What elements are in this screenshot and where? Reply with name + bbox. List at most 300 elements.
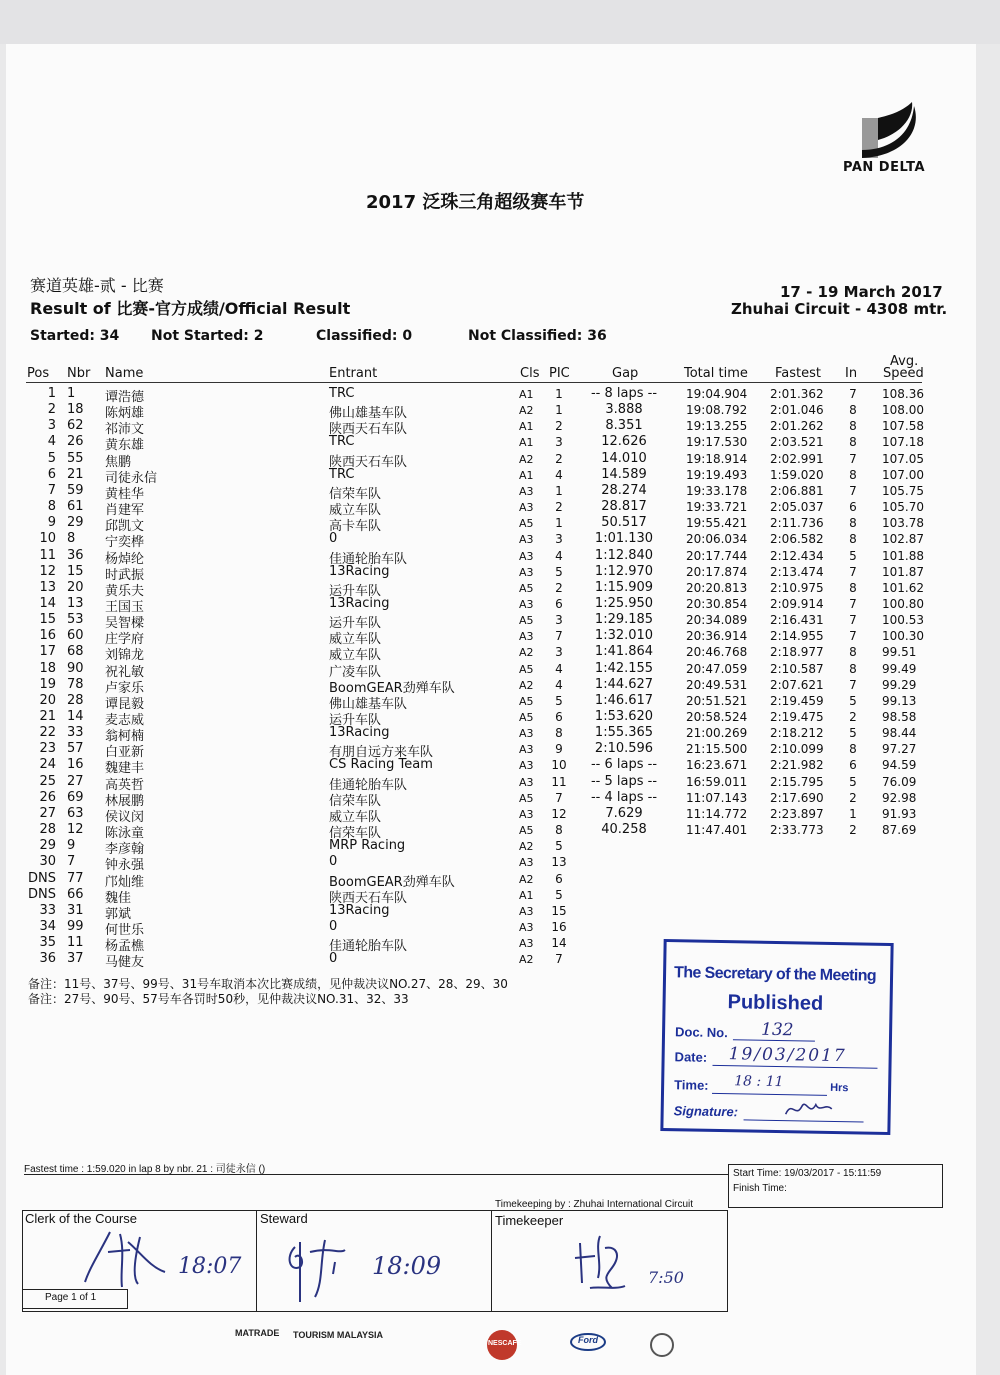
cell-fastest: 2:06.881 [770, 483, 824, 498]
cell-cls: A3 [519, 727, 534, 741]
cell-nbr: 13 [67, 595, 84, 611]
cell-cls: A1 [519, 420, 534, 434]
start-time: Start Time: 19/03/2017 - 15:11:59 [733, 1168, 882, 1179]
cell-pic: 4 [555, 677, 563, 692]
cell-total: 20:36.914 [686, 629, 748, 644]
table-row [0, 402, 1000, 422]
cell-entrant: BoomGEAR劲殚车队 [329, 680, 455, 696]
cell-name: 祝礼敏 [105, 664, 145, 680]
cell-in: 7 [849, 483, 857, 498]
table-row [0, 773, 1000, 793]
cell-pos: 34 [39, 918, 56, 934]
timekeeping-by: Timekeeping by : Zhuhai International Circuit [495, 1199, 694, 1210]
cell-name: 卢家乐 [105, 680, 145, 696]
table-row [0, 644, 1000, 664]
cell-pic: 3 [555, 435, 563, 450]
cell-entrant: 运升车队 [329, 713, 382, 728]
cell-pic: 5 [555, 693, 563, 708]
cell-name: 侯议闵 [105, 809, 145, 825]
sponsor-matrade: MATRADE [235, 1328, 280, 1338]
cell-pos: 35 [39, 935, 56, 951]
cell-total: 16:59.011 [686, 774, 748, 789]
cell-entrant: 高卡车队 [329, 519, 382, 535]
secretary-stamp [660, 939, 893, 1135]
cell-in: 8 [849, 532, 857, 547]
cell-pic: 7 [555, 790, 563, 805]
cell-fastest: 2:05.037 [770, 500, 824, 515]
cell-name: 麦志威 [105, 713, 145, 728]
table-row [0, 709, 1000, 728]
cell-gap: -- 5 laps -- [590, 773, 658, 789]
cell-entrant: TRC [329, 386, 355, 401]
cell-cls: A5 [519, 614, 534, 628]
cell-speed: 107.18 [882, 435, 924, 450]
cell-pic: 7 [555, 952, 563, 967]
cell-pos: 10 [39, 531, 56, 547]
cell-total: 20:47.059 [686, 661, 748, 676]
sponsor-nescafe: NESCAFE [488, 1340, 522, 1347]
cell-speed: 108.36 [882, 387, 924, 401]
cell-pic: 3 [555, 613, 563, 628]
timekeeper-label: Timekeeper [495, 1213, 564, 1228]
cell-entrant: BoomGEAR劲殚车队 [329, 874, 455, 890]
table-row [0, 579, 1000, 599]
cell-speed: 105.70 [882, 500, 924, 515]
table-row [0, 902, 1000, 922]
header-divider [26, 382, 922, 383]
cell-fastest: 2:02.991 [770, 451, 824, 466]
cell-entrant: 威立车队 [329, 648, 382, 664]
cell-speed: 94.59 [882, 758, 917, 773]
cell-cls: A5 [519, 581, 534, 595]
cell-speed: 76.09 [882, 774, 917, 789]
cell-name: 白亚新 [105, 745, 145, 761]
cell-pos: 16 [39, 628, 56, 644]
cell-in: 1 [849, 806, 857, 821]
cell-name: 宁奕桦 [105, 535, 145, 551]
table-row [0, 612, 1000, 632]
cell-cls: A5 [519, 791, 534, 805]
cell-speed: 101.88 [882, 548, 924, 563]
cell-fastest: 2:23.897 [770, 806, 824, 821]
cell-in: 8 [849, 467, 857, 482]
cell-fastest: 2:10.587 [770, 661, 824, 676]
cell-pos: 33 [39, 902, 56, 918]
cell-cls: A2 [519, 452, 534, 466]
cell-pos: 4 [47, 434, 56, 450]
cell-speed: 100.80 [882, 596, 924, 611]
stamp-time-unit: Hrs [830, 1081, 849, 1095]
stamp-title: The Secretary of the Meeting [673, 964, 877, 985]
table-row [0, 386, 1000, 405]
cell-entrant: 陕西天石车队 [329, 890, 408, 906]
cell-cls: A3 [519, 549, 534, 563]
cell-name: 何世乐 [105, 922, 145, 938]
cell-gap: 1:55.365 [594, 725, 654, 741]
table-row [0, 595, 1000, 615]
col-header-pic: PIC [549, 366, 570, 381]
cell-pic: 8 [555, 726, 563, 741]
cell-in: 2 [849, 790, 857, 805]
cell-pic: 4 [555, 467, 563, 482]
cell-cls: A1 [519, 436, 534, 450]
cell-cls: A3 [519, 856, 534, 870]
timekeeper-signature-time: 7:50 [648, 1268, 684, 1287]
cell-entrant: 13Racing [329, 902, 390, 918]
cell-in: 8 [849, 516, 857, 531]
cell-name: 黄东雄 [105, 438, 145, 454]
cell-pos: 22 [39, 725, 56, 741]
cell-nbr: 28 [67, 692, 84, 708]
cell-total: 21:00.269 [686, 726, 748, 741]
cell-pos: 29 [39, 838, 56, 854]
cell-nbr: 20 [67, 579, 84, 595]
cell-pos: 13 [39, 579, 56, 595]
cell-total: 19:33.178 [686, 483, 748, 498]
cell-entrant: 佛山雄基车队 [329, 696, 408, 712]
cell-pos: 19 [39, 676, 56, 692]
cell-fastest: 2:33.773 [770, 823, 824, 838]
cell-pic: 10 [551, 758, 567, 773]
cell-pic: 4 [555, 661, 563, 676]
cell-pos: 6 [47, 466, 56, 482]
cell-fastest: 2:01.362 [770, 387, 824, 401]
cell-name: 陈泳童 [105, 826, 145, 842]
page-title: 2017 泛珠三角超级赛车节 [366, 192, 585, 213]
cell-nbr: 99 [67, 918, 84, 934]
col-header-entrant: Entrant [329, 366, 378, 381]
cell-pos: 15 [39, 612, 56, 628]
cell-entrant: CS Racing Team [329, 757, 433, 773]
fastest-time-info: Fastest time : 1:59.020 in lap 8 by nbr. 21 : 司徒永信 () [24, 1164, 266, 1175]
cell-nbr: 63 [67, 805, 84, 821]
stamp-doc-value: 132 [760, 1019, 794, 1041]
col-header-cls: Cls [520, 366, 540, 381]
cell-nbr: 27 [67, 773, 84, 789]
cell-in: 7 [849, 629, 857, 644]
cell-speed: 107.58 [882, 419, 924, 434]
cell-nbr: 66 [67, 886, 84, 902]
cell-speed: 101.62 [882, 580, 924, 595]
cell-name: 郭斌 [105, 906, 132, 922]
cell-nbr: 15 [67, 563, 84, 579]
cell-gap: 1:15.909 [594, 579, 654, 595]
cell-cls: A5 [519, 517, 534, 531]
cell-in: 7 [849, 564, 857, 579]
cell-speed: 92.98 [882, 790, 917, 805]
cell-fastest: 1:59.020 [770, 467, 824, 482]
cell-gap: -- 6 laps -- [590, 757, 658, 773]
cell-total: 11:47.401 [686, 823, 748, 838]
cell-pos: 8 [47, 499, 56, 515]
cell-pos: 18 [39, 660, 56, 676]
cell-pic: 16 [551, 919, 567, 934]
cell-pic: 2 [555, 580, 563, 595]
cell-pic: 12 [551, 806, 567, 821]
cell-entrant: 0 [329, 854, 338, 870]
cell-name: 魏佳 [105, 890, 132, 906]
cell-pos: 2 [47, 402, 56, 418]
cell-total: 20:17.874 [686, 564, 748, 579]
cell-pos: 9 [47, 515, 56, 531]
table-row [0, 547, 1000, 567]
cell-total: 20:17.744 [686, 548, 748, 563]
stamp-date-label: Date: [674, 1049, 708, 1065]
cell-cls: A3 [519, 501, 534, 515]
cell-entrant: 威立车队 [329, 809, 382, 825]
cell-pic: 4 [555, 548, 563, 563]
table-row [0, 466, 1000, 486]
cell-speed: 103.78 [882, 516, 924, 531]
cell-name: 邱凯文 [105, 519, 145, 535]
cell-entrant: 有朋自远方来车队 [329, 745, 434, 761]
cell-name: 林展鹏 [105, 793, 145, 809]
cell-nbr: 7 [67, 854, 76, 870]
cell-cls: A3 [519, 533, 534, 547]
cell-total: 20:46.768 [686, 645, 748, 660]
cell-total: 19:18.914 [686, 451, 748, 466]
cell-in: 5 [849, 548, 857, 563]
cell-cls: A3 [519, 630, 534, 644]
cell-fastest: 2:01.262 [770, 419, 824, 434]
cell-cls: A2 [519, 678, 534, 692]
cell-name: 刘锦龙 [105, 648, 145, 664]
cell-gap: -- 8 laps -- [590, 386, 658, 401]
cell-gap: 1:25.950 [594, 595, 654, 611]
cell-nbr: 62 [67, 418, 84, 434]
stamp-time-value: 18 : 11 [734, 1073, 784, 1091]
cell-nbr: 14 [67, 709, 84, 724]
cell-name: 谭昆毅 [105, 696, 145, 712]
cell-fastest: 2:11.736 [770, 516, 824, 531]
table-row [0, 789, 1000, 809]
cell-total: 16:23.671 [686, 758, 748, 773]
cell-name: 李彦翰 [105, 842, 145, 858]
cell-speed: 108.00 [882, 403, 924, 418]
cell-nbr: 68 [67, 644, 84, 660]
cell-entrant: 信荣车队 [329, 486, 382, 502]
cell-pic: 6 [555, 596, 563, 611]
stamp-date-value: 19/03/2017 [728, 1044, 847, 1067]
cell-fastest: 2:19.459 [770, 693, 824, 708]
cell-pic: 6 [555, 710, 563, 724]
cell-gap: 28.274 [601, 482, 647, 498]
cell-cls: A3 [519, 484, 534, 498]
col-header-gap: Gap [612, 366, 639, 381]
cell-fastest: 2:19.475 [770, 710, 824, 724]
cell-gap: 12.626 [601, 434, 647, 450]
table-row [0, 692, 1000, 712]
cell-nbr: 26 [67, 434, 84, 450]
cell-total: 20:30.854 [686, 596, 748, 611]
cell-pic: 2 [555, 419, 563, 434]
cell-gap: 1:29.185 [594, 612, 654, 628]
cell-cls: A1 [519, 888, 534, 902]
cell-pos: 28 [39, 822, 56, 838]
cell-entrant: 威立车队 [329, 503, 382, 519]
cell-gap: 1:12.840 [594, 547, 654, 563]
cell-in: 7 [849, 677, 857, 692]
cell-entrant: 0 [329, 951, 338, 967]
cell-total: 11:07.143 [686, 790, 748, 805]
cell-pos: 17 [39, 644, 56, 660]
cell-gap: 1:53.620 [594, 709, 654, 724]
cell-name: 庄学府 [105, 632, 145, 648]
cell-total: 19:13.255 [686, 419, 748, 434]
cell-nbr: 33 [67, 725, 84, 741]
cell-name: 杨焯纶 [105, 551, 145, 567]
cell-cls: A3 [519, 775, 534, 789]
cell-entrant: 佳通轮胎车队 [329, 777, 408, 793]
cell-name: 翁柯楠 [105, 729, 145, 745]
cell-cls: A2 [519, 840, 534, 854]
cell-fastest: 2:10.099 [770, 742, 824, 757]
cell-pos: 1 [47, 386, 56, 401]
cell-pic: 2 [555, 500, 563, 515]
cell-cls: A5 [519, 824, 534, 838]
cell-speed: 100.53 [882, 613, 924, 628]
circuit-info: Zhuhai Circuit - 4308 mtr. [731, 300, 948, 318]
cell-pic: 3 [555, 645, 563, 660]
cell-pos: 7 [47, 482, 56, 498]
col-header-speed: Speed [883, 366, 924, 381]
cell-gap: 3.888 [605, 402, 643, 418]
cell-speed: 87.69 [882, 823, 917, 838]
cell-gap: 1:42.155 [594, 660, 654, 676]
timekeeper-signature-mark [570, 1228, 635, 1298]
cell-name: 黄乐夫 [105, 583, 145, 599]
cell-speed: 99.51 [882, 645, 917, 660]
cell-nbr: 11 [67, 935, 84, 951]
sponsor-ford: Ford [578, 1335, 598, 1345]
cell-nbr: 1 [67, 386, 76, 401]
table-row [0, 757, 1000, 777]
cell-fastest: 2:18.977 [770, 645, 824, 660]
cell-gap: 1:41.864 [594, 644, 654, 660]
cell-gap: 1:01.130 [594, 531, 654, 547]
cell-pic: 5 [555, 887, 563, 902]
brand-name: PAN DELTA [843, 160, 926, 175]
cell-nbr: 53 [67, 612, 84, 628]
cell-fastest: 2:10.975 [770, 580, 824, 595]
cell-name: 肖建军 [105, 503, 145, 519]
cell-pos: 36 [39, 951, 56, 967]
cell-fastest: 2:06.582 [770, 532, 824, 547]
cell-cls: A1 [519, 388, 534, 401]
cell-in: 7 [849, 451, 857, 466]
table-row [0, 660, 1000, 680]
cell-nbr: 31 [67, 902, 84, 918]
cell-entrant: 13Racing [329, 563, 390, 579]
cell-total: 19:17.530 [686, 435, 748, 450]
cell-name: 马健友 [105, 955, 145, 971]
cell-fastest: 2:16.431 [770, 613, 824, 628]
cell-total: 19:55.421 [686, 516, 748, 531]
cell-pos: 20 [39, 692, 56, 708]
cell-speed: 97.27 [882, 742, 917, 757]
cell-total: 19:19.493 [686, 467, 748, 482]
cell-nbr: 55 [67, 450, 84, 466]
cell-entrant: 陕西天石车队 [329, 454, 408, 470]
cell-nbr: 61 [67, 499, 84, 515]
table-row [0, 450, 1000, 470]
cell-total: 19:33.721 [686, 500, 748, 515]
cell-in: 2 [849, 823, 857, 838]
cell-total: 20:34.089 [686, 613, 748, 628]
cell-nbr: 37 [67, 951, 84, 967]
col-header-in: In [845, 366, 858, 381]
event-date: 17 - 19 March 2017 [780, 283, 943, 301]
clerk-signature-time: 18:07 [178, 1254, 242, 1279]
cell-entrant: 13Racing [329, 725, 390, 741]
cell-cls: A1 [519, 468, 534, 482]
stamp-published: Published [727, 991, 824, 1015]
table-row [0, 434, 1000, 454]
cell-speed: 99.29 [882, 677, 917, 692]
cell-gap: 2:10.596 [594, 741, 654, 757]
cell-fastest: 2:03.521 [770, 435, 824, 450]
cell-pic: 15 [551, 903, 567, 918]
cell-entrant: 0 [329, 918, 338, 934]
cell-name: 邝灿维 [105, 874, 145, 890]
cell-name: 魏建丰 [105, 761, 145, 777]
table-row [0, 515, 1000, 535]
cell-entrant: 信荣车队 [329, 793, 382, 809]
steward-signature-mark [275, 1232, 365, 1307]
cell-cls: A3 [519, 565, 534, 579]
cell-in: 5 [849, 774, 857, 789]
stat-not-started: Not Started: 2 [151, 328, 264, 344]
cell-in: 8 [849, 435, 857, 450]
cell-fastest: 2:21.982 [770, 758, 824, 773]
table-row [0, 886, 1000, 906]
cell-nbr: 18 [67, 402, 84, 418]
pan-delta-logo-icon [856, 100, 920, 158]
cell-name: 司徒永信 [105, 470, 158, 486]
cell-entrant: 佳通轮胎车队 [329, 939, 408, 955]
cell-pos: 26 [39, 789, 56, 805]
cell-entrant: TRC [329, 434, 355, 450]
cell-nbr: 60 [67, 628, 84, 644]
table-row [0, 628, 1000, 648]
cell-speed: 91.93 [882, 806, 917, 821]
cell-speed: 99.13 [882, 693, 917, 708]
cell-speed: 98.58 [882, 710, 917, 724]
cell-cls: A2 [519, 404, 534, 418]
table-row [0, 531, 1000, 551]
cell-speed: 99.49 [882, 661, 917, 676]
cell-nbr: 69 [67, 789, 84, 805]
cell-pic: 2 [555, 451, 563, 466]
cell-fastest: 2:09.914 [770, 596, 824, 611]
cell-entrant: 信荣车队 [329, 826, 382, 842]
cell-pos: 14 [39, 595, 56, 611]
cell-name: 王国玉 [105, 599, 145, 615]
cell-cls: A3 [519, 937, 534, 951]
cell-nbr: 9 [67, 838, 76, 854]
stat-not-classified: Not Classified: 36 [468, 328, 607, 344]
cell-gap: 1:12.970 [594, 563, 654, 579]
cell-gap: 14.589 [601, 466, 647, 482]
cell-in: 8 [849, 419, 857, 434]
cell-pic: 5 [555, 839, 563, 854]
cell-name: 时武振 [105, 567, 145, 583]
col-header-nbr: Nbr [67, 366, 91, 381]
cell-nbr: 36 [67, 547, 84, 563]
cell-total: 19:04.904 [686, 387, 748, 401]
cell-nbr: 12 [67, 822, 84, 838]
cell-in: 8 [849, 403, 857, 418]
